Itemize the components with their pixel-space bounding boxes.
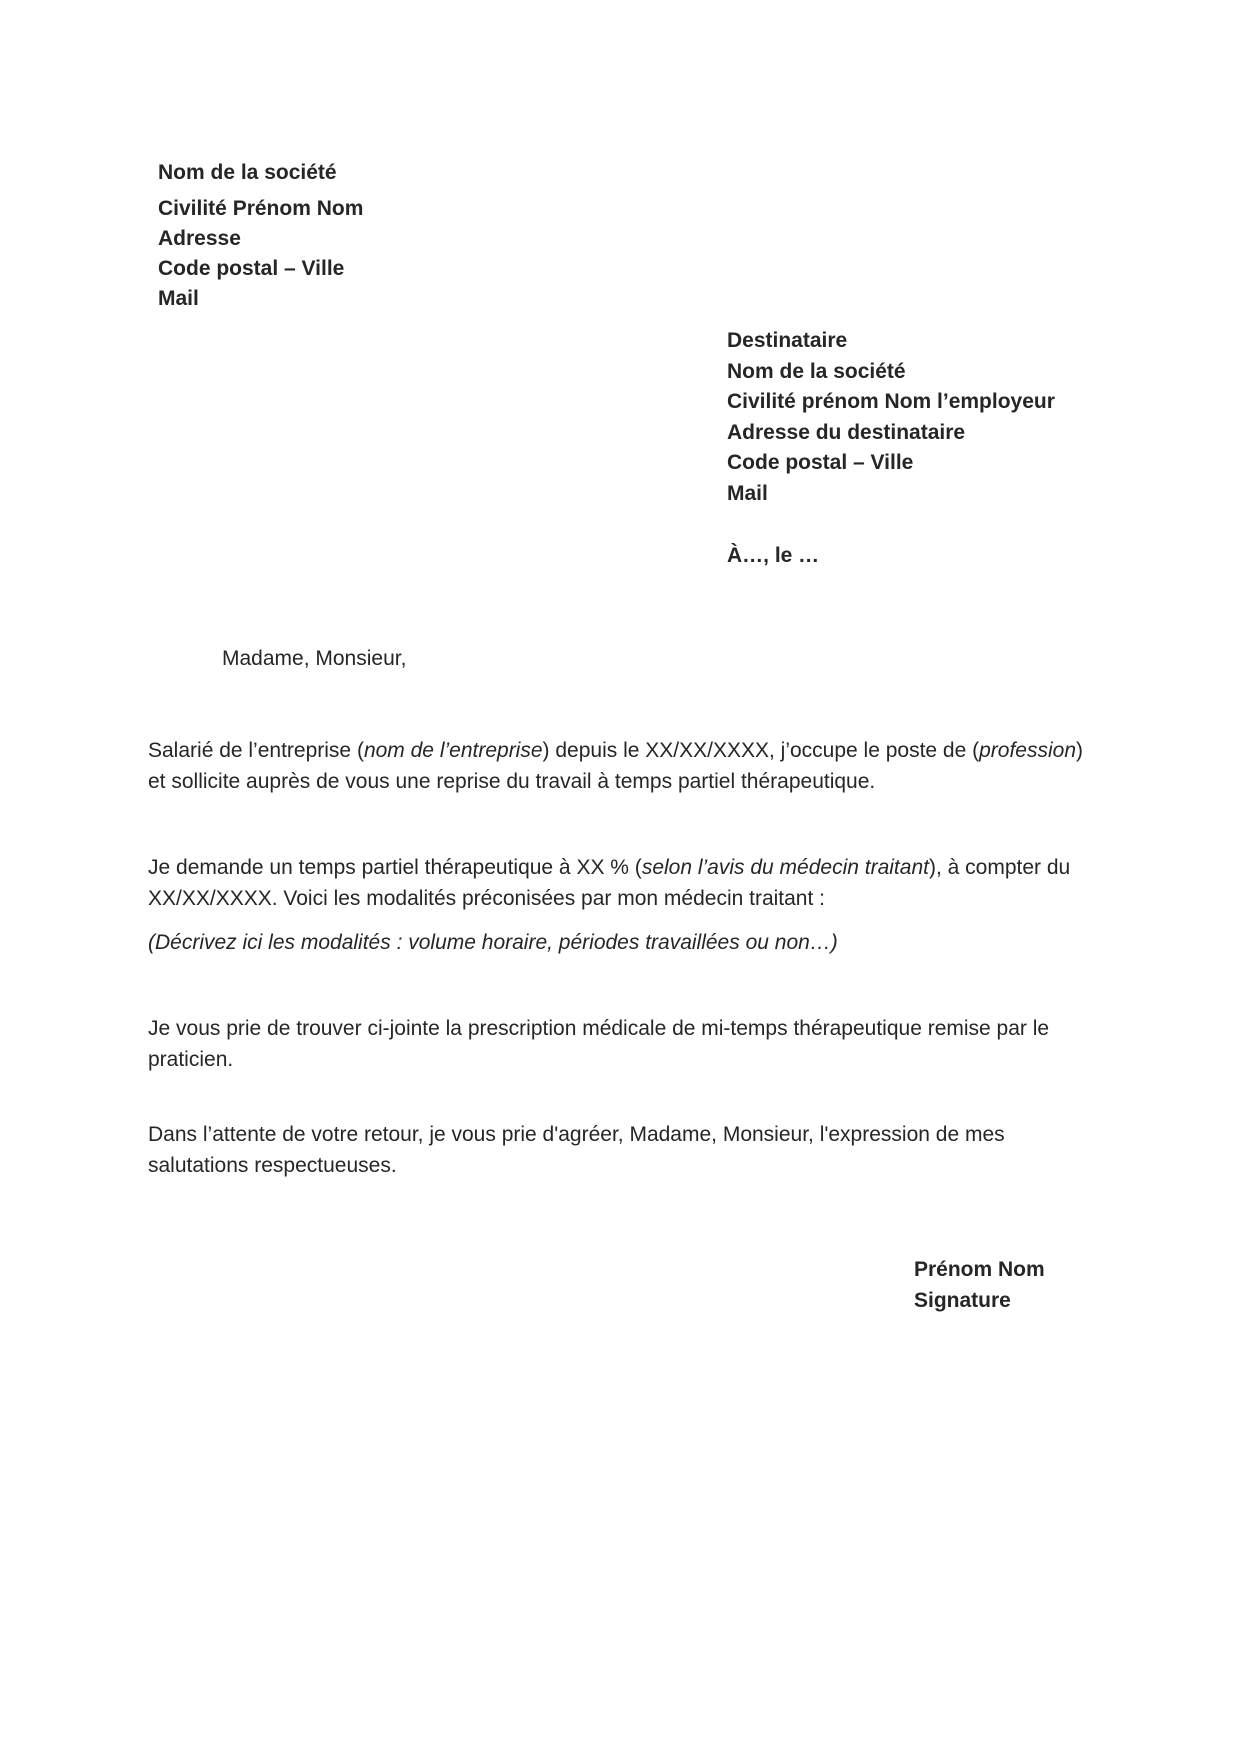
- recipient-postal-city: Code postal – Ville: [727, 451, 914, 474]
- signature-label: Signature: [914, 1289, 1011, 1312]
- sender-name: Civilité Prénom Nom: [158, 197, 364, 220]
- paragraph-closing: Dans l’attente de votre retour, je vous prie d'agréer, Madame, Monsieur, l'expression de mes salutations respectueuses.: [148, 1123, 1005, 1177]
- sender-mail: Mail: [158, 287, 199, 310]
- signature-name: Prénom Nom: [914, 1258, 1045, 1281]
- recipient-employer: Civilité prénom Nom l’employeur: [727, 390, 1055, 413]
- paragraph-request: [148, 852, 1098, 914]
- paragraph-employment: [148, 735, 1098, 797]
- recipient-label: Destinataire: [727, 329, 848, 352]
- recipient-block: [727, 326, 1055, 509]
- paragraph1-text-2: ) depuis le XX/XX/XXXX, j’occupe le poste de (: [542, 739, 980, 762]
- sender-company: Nom de la société: [158, 161, 337, 184]
- sender-address: Adresse: [158, 227, 241, 250]
- sender-block: [158, 158, 363, 314]
- paragraph-prescription: Je vous prie de trouver ci-jointe la prescription médicale de mi-temps thérapeutique remise par le praticien.: [148, 1017, 1050, 1071]
- paragraph1-profession-placeholder: profession: [979, 739, 1076, 762]
- sender-postal-city: Code postal – Ville: [158, 257, 345, 280]
- paragraph2-doctor-placeholder: selon l’avis du médecin traitant: [641, 856, 929, 879]
- paragraph-modalities-note: (Décrivez ici les modalités : volume horaire, périodes travaillées ou non…): [148, 931, 838, 954]
- paragraph1-text-3: ) et sollicite auprès de vous une reprise du travail à temps partiel thérapeutique.: [148, 739, 1083, 793]
- signature-block: [914, 1254, 1045, 1316]
- paragraph2-text-1: Je demande un temps partiel thérapeutique à XX % (: [148, 856, 642, 879]
- recipient-mail: Mail: [727, 481, 768, 505]
- paragraph2-text-2: ), à compter du XX/XX/XXXX. Voici les modalités préconisées par mon médecin traitant :: [148, 856, 1071, 910]
- recipient-company: Nom de la société: [727, 359, 906, 383]
- recipient-address: Adresse du destinataire: [727, 420, 966, 444]
- paragraph1-text-1: Salarié de l’entreprise (: [148, 739, 364, 762]
- salutation: Madame, Monsieur,: [222, 647, 407, 670]
- place-date: À…, le …: [727, 544, 820, 567]
- paragraph1-company-placeholder: nom de l’entreprise: [363, 739, 543, 762]
